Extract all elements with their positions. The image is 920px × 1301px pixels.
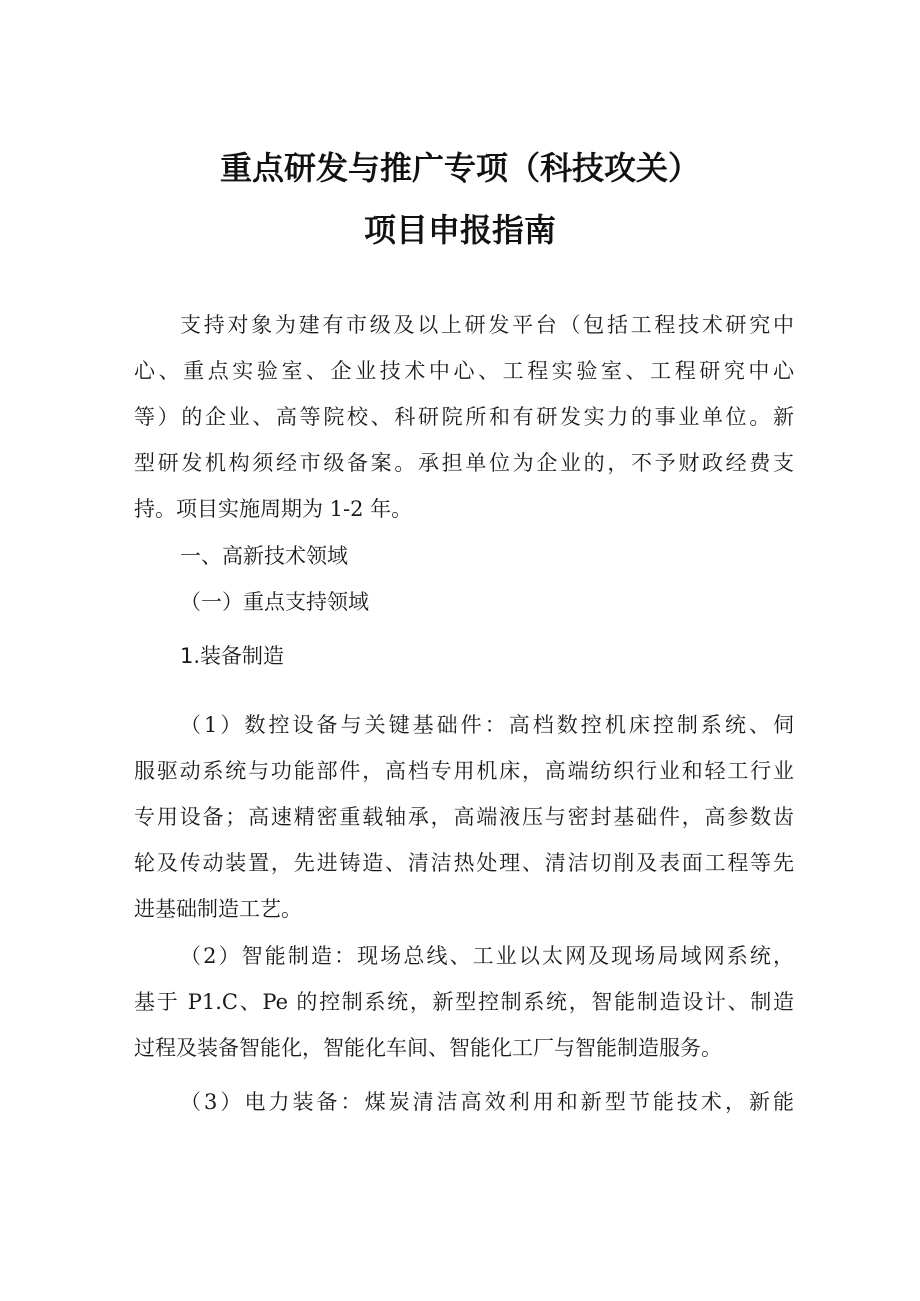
- para-line: （2）智能制造：现场总线、工业以太网及现场局域网系统，: [180, 944, 794, 968]
- para-line: 基于 P1.C、Pe 的控制系统，新型控制系统，智能制造设计、制造: [134, 990, 794, 1014]
- para-line: （1）数控设备与关键基础件：高档数控机床控制系统、伺: [180, 713, 794, 737]
- para-line: 进基础制造工艺。: [134, 897, 302, 921]
- item-heading: 1.装备制造: [180, 644, 285, 668]
- document-title: 重点研发与推广专项（科技攻关）: [219, 149, 700, 187]
- intro-line: 持。项目实施周期为 1-2 年。: [134, 497, 413, 521]
- intro-line: 等）的企业、高等院校、科研院所和有研发实力的事业单位。新: [134, 405, 794, 429]
- para-line: 专用设备；高速精密重载轴承，高端液压与密封基础件，高参数齿: [134, 805, 794, 829]
- section-heading: 一、高新技术领域: [180, 544, 348, 568]
- intro-line: 心、重点实验室、企业技术中心、工程实验室、工程研究中心: [134, 359, 794, 383]
- intro-line: 型研发机构须经市级备案。承担单位为企业的，不予财政经费支: [134, 451, 794, 475]
- para-line: 过程及装备智能化，智能化车间、智能化工厂与智能制造服务。: [134, 1036, 722, 1060]
- document-subtitle: 项目申报指南: [363, 211, 556, 249]
- para-line: 轮及传动装置，先进铸造、清洁热处理、清洁切削及表面工程等先: [134, 851, 794, 875]
- para-line: 服驱动系统与功能部件，高档专用机床，高端纺织行业和轻工行业: [134, 759, 794, 783]
- intro-line: 支持对象为建有市级及以上研发平台（包括工程技术研究中: [180, 313, 794, 337]
- subsection-heading: （一）重点支持领域: [180, 590, 369, 614]
- para-line: （3）电力装备：煤炭清洁高效利用和新型节能技术，新能: [180, 1090, 794, 1114]
